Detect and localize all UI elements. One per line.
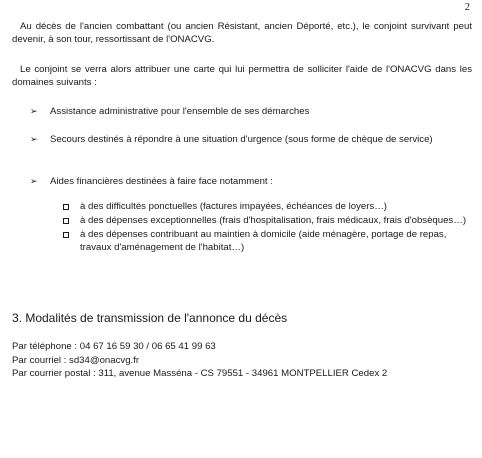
bullet-item-aides	[30, 175, 460, 188]
arrow-bullet-icon: ➢	[30, 106, 38, 116]
contact-email: Par courriel : sd34@onacvg.fr	[12, 355, 140, 366]
section-heading: 3. Modalités de transmission de l'annonce du décès	[12, 311, 288, 325]
card-paragraph: Le conjoint se verra alors attribuer une carte qui lui permettra de solliciter l'aide de l'ONACVG dans les domaines suivants :	[12, 64, 472, 88]
bullet-item-secours	[30, 133, 460, 146]
bullet-item-administrative	[30, 105, 460, 118]
aid-sublist	[62, 200, 472, 254]
intro-paragraph: Au décès de l'ancien combattant (ou ancien Résistant, ancien Déporté, etc.), le conjoint survivant peut devenir, à son tour, ressortissant de l'ONACVG.	[12, 21, 472, 45]
list-item-text: à des dépenses contribuant au maintien à domicile (aide ménagère, portage de repas, travaux d'aménagement de l'habitat…)	[80, 229, 447, 253]
bullet-text: Assistance administrative pour l'ensemble de ses démarches	[50, 106, 310, 117]
page-number: 2	[464, 2, 470, 13]
arrow-bullet-icon: ➢	[30, 176, 38, 186]
square-bullet-icon	[62, 214, 80, 228]
bullet-text: Aides financières destinées à faire face notamment :	[50, 176, 273, 187]
list-item	[62, 200, 472, 214]
list-item	[62, 214, 472, 228]
arrow-bullet-icon: ➢	[30, 134, 38, 144]
contact-postal: Par courrier postal : 311, avenue Masséna - CS 79551 - 34961 MONTPELLIER Cedex 2	[12, 368, 388, 379]
square-bullet-icon	[62, 200, 80, 214]
list-item	[62, 228, 472, 254]
square-bullet-icon	[62, 228, 80, 254]
contact-phone: Par téléphone : 04 67 16 59 30 / 06 65 41 99 63	[12, 341, 216, 352]
list-item-text: à des difficultés ponctuelles (factures impayées, échéances de loyers…)	[80, 201, 387, 212]
list-item-text: à des dépenses exceptionnelles (frais d'hospitalisation, frais médicaux, frais d'obsèques…)	[80, 215, 467, 226]
bullet-text: Secours destinés à répondre à une situation d'urgence (sous forme de chèque de service)	[50, 134, 433, 145]
